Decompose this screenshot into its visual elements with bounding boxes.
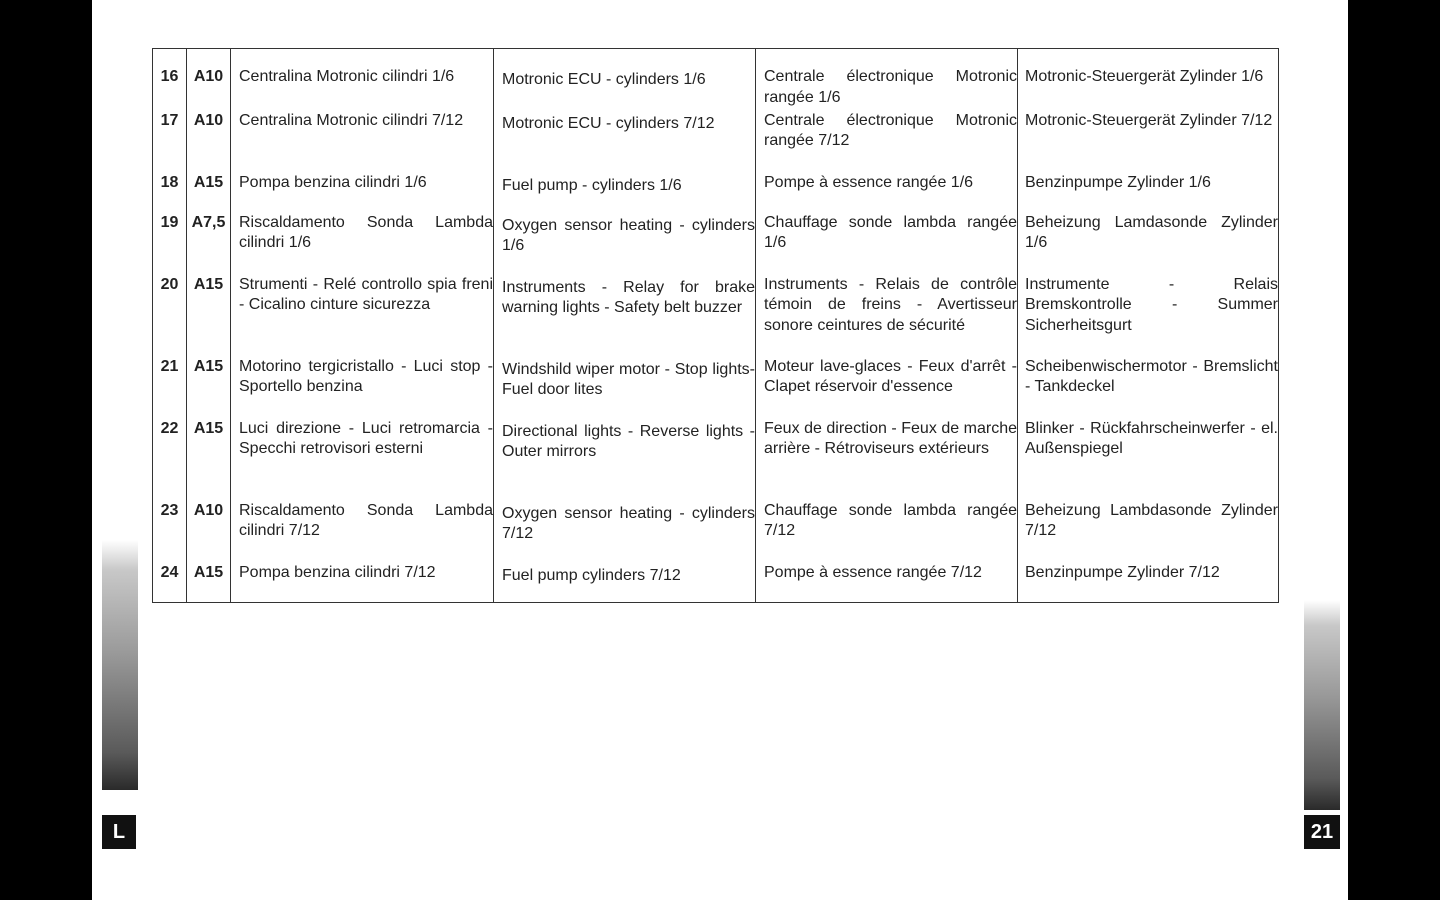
table-row	[153, 563, 1279, 603]
left-edge-strip	[102, 540, 138, 790]
fuse-number: 23	[153, 501, 187, 563]
document-page	[92, 0, 1348, 900]
description-german: Motronic-Steuergerät Zylinder 7/12	[1025, 111, 1273, 129]
description-german: Scheibenwischermotor - Bremslicht - Tankdeckel	[1025, 357, 1278, 395]
fuse-number: 18	[153, 173, 187, 213]
description-french: Pompe à essence rangée 7/12	[764, 563, 982, 581]
fuse-rating: A15	[187, 419, 231, 501]
table-row	[153, 275, 1279, 357]
description-english: Windshild wiper motor - Stop lights- Fuel door lites	[502, 360, 755, 398]
fuse-number: 16	[153, 49, 187, 111]
fuse-rating: A10	[187, 49, 231, 111]
description-italian: Centralina Motronic cilindri 1/6	[239, 68, 455, 85]
description-italian: Pompa benzina cilindri 1/6	[239, 173, 427, 191]
page-number-tab: 21	[1304, 815, 1340, 849]
table-row	[153, 49, 1279, 111]
fuse-rating: A15	[187, 563, 231, 603]
fuse-rating: A15	[187, 357, 231, 419]
section-tab: L	[102, 815, 136, 849]
fuse-number: 20	[153, 275, 187, 357]
fuse-number: 19	[153, 213, 187, 275]
description-english: Directional lights - Reverse lights - Outer mirrors	[502, 422, 755, 460]
description-french: Centrale électronique Motronic rangée 7/12	[764, 111, 1017, 149]
fuse-rating: A10	[187, 111, 231, 173]
description-german: Blinker - Rückfahrscheinwerfer - el. Außenspiegel	[1025, 419, 1278, 457]
description-italian: Pompa benzina cilindri 7/12	[239, 563, 436, 581]
fuse-table	[152, 48, 1279, 603]
table-row	[153, 357, 1279, 419]
description-italian: Riscaldamento Sonda Lambda cilindri 7/12	[239, 501, 493, 539]
description-french: Chauffage sonde lambda rangée 1/6	[764, 213, 1017, 251]
description-german: Benzinpumpe Zylinder 1/6	[1025, 173, 1211, 191]
fuse-number: 21	[153, 357, 187, 419]
description-italian: Luci direzione - Luci retromarcia - Specchi retrovisori esterni	[239, 419, 493, 457]
table-row	[153, 419, 1279, 501]
table-row	[153, 173, 1279, 213]
description-german: Beheizung Lambdasonde Zylinder 7/12	[1025, 501, 1278, 539]
description-english: Oxygen sensor heating - cylinders 7/12	[502, 504, 755, 542]
description-french: Pompe à essence rangée 1/6	[764, 173, 974, 191]
description-italian: Riscaldamento Sonda Lambda cilindri 1/6	[239, 213, 493, 251]
table-row	[153, 213, 1279, 275]
description-french: Instruments - Relais de contrôle témoin de freins - Avertisseur sonore ceintures de sécurité	[764, 275, 1017, 334]
table-row	[153, 111, 1279, 173]
description-english: Motronic ECU - cylinders 1/6	[502, 71, 706, 88]
fuse-number: 17	[153, 111, 187, 173]
fuse-rating: A7,5	[187, 213, 231, 275]
description-english: Oxygen sensor heating - cylinders 1/6	[502, 216, 755, 254]
fuse-number: 24	[153, 563, 187, 603]
description-german: Instrumente - Relais Bremskontrolle - Summer Sicherheitsgurt	[1025, 275, 1278, 334]
description-english: Motronic ECU - cylinders 7/12	[502, 114, 715, 132]
fuse-rating: A10	[187, 501, 231, 563]
description-french: Centrale électronique Motronic rangée 1/6	[764, 68, 1017, 106]
description-french: Chauffage sonde lambda rangée 7/12	[764, 501, 1017, 539]
description-german: Benzinpumpe Zylinder 7/12	[1025, 563, 1220, 581]
fuse-rating: A15	[187, 173, 231, 213]
description-german: Beheizung Lamdasonde Zylinder 1/6	[1025, 213, 1278, 251]
fuse-rating: A15	[187, 275, 231, 357]
description-french: Moteur lave-glaces - Feux d'arrêt - Clapet réservoir d'essence	[764, 357, 1017, 395]
description-english: Instruments - Relay for brake warning lights - Safety belt buzzer	[502, 278, 755, 316]
description-english: Fuel pump cylinders 7/12	[502, 566, 681, 584]
description-italian: Motorino tergicristallo - Luci stop - Sportello benzina	[239, 357, 493, 395]
right-edge-strip	[1304, 600, 1340, 810]
table-row	[153, 501, 1279, 563]
fuse-number: 22	[153, 419, 187, 501]
description-italian: Centralina Motronic cilindri 7/12	[239, 111, 464, 129]
description-german: Motronic-Steuergerät Zylinder 1/6	[1025, 68, 1264, 85]
description-english: Fuel pump - cylinders 1/6	[502, 176, 682, 194]
description-italian: Strumenti - Relé controllo spia freni - Cicalino cinture sicurezza	[239, 275, 493, 313]
description-french: Feux de direction - Feux de marche arrière - Rétroviseurs extérieurs	[764, 419, 1017, 457]
